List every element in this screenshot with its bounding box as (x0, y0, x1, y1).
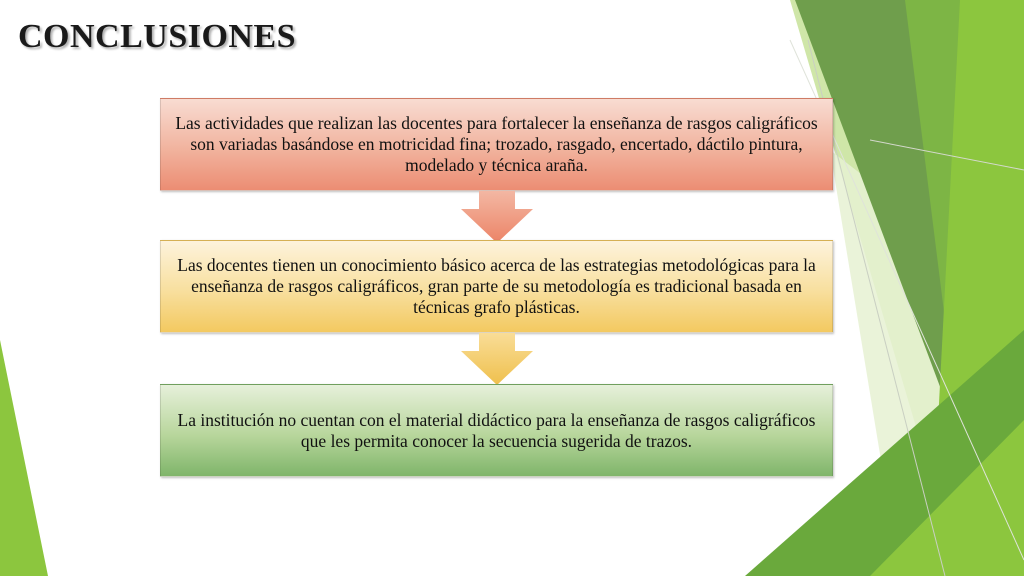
left-green-shape (0, 340, 48, 576)
conclusion-text-1: Las actividades que realizan las docentes para fortalecer la enseñanza de rasgos caligráficos son variadas basándose en motricidad fina; trozado, rasgado, encertado, dáctilo pintura, modelado y técnica araña. (175, 113, 818, 175)
down-arrow-icon (461, 333, 533, 385)
slide-title: CONCLUSIONES (18, 18, 297, 55)
conclusion-box-3 (160, 384, 833, 477)
conclusion-box-1 (160, 98, 833, 191)
conclusion-box-2 (160, 240, 833, 333)
conclusion-text-3: La institución no cuentan con el material didáctico para la enseñanza de rasgos caligráficos que les permita conocer la secuencia sugerida de trazos. (177, 409, 816, 451)
down-arrow-icon (461, 191, 533, 243)
conclusion-text-2: Las docentes tienen un conocimiento básico acerca de las estrategias metodológicas para la enseñanza de rasgos caligráficos, gran parte de su metodología es tradicional basada en técnicas grafo plásticas. (177, 255, 816, 317)
